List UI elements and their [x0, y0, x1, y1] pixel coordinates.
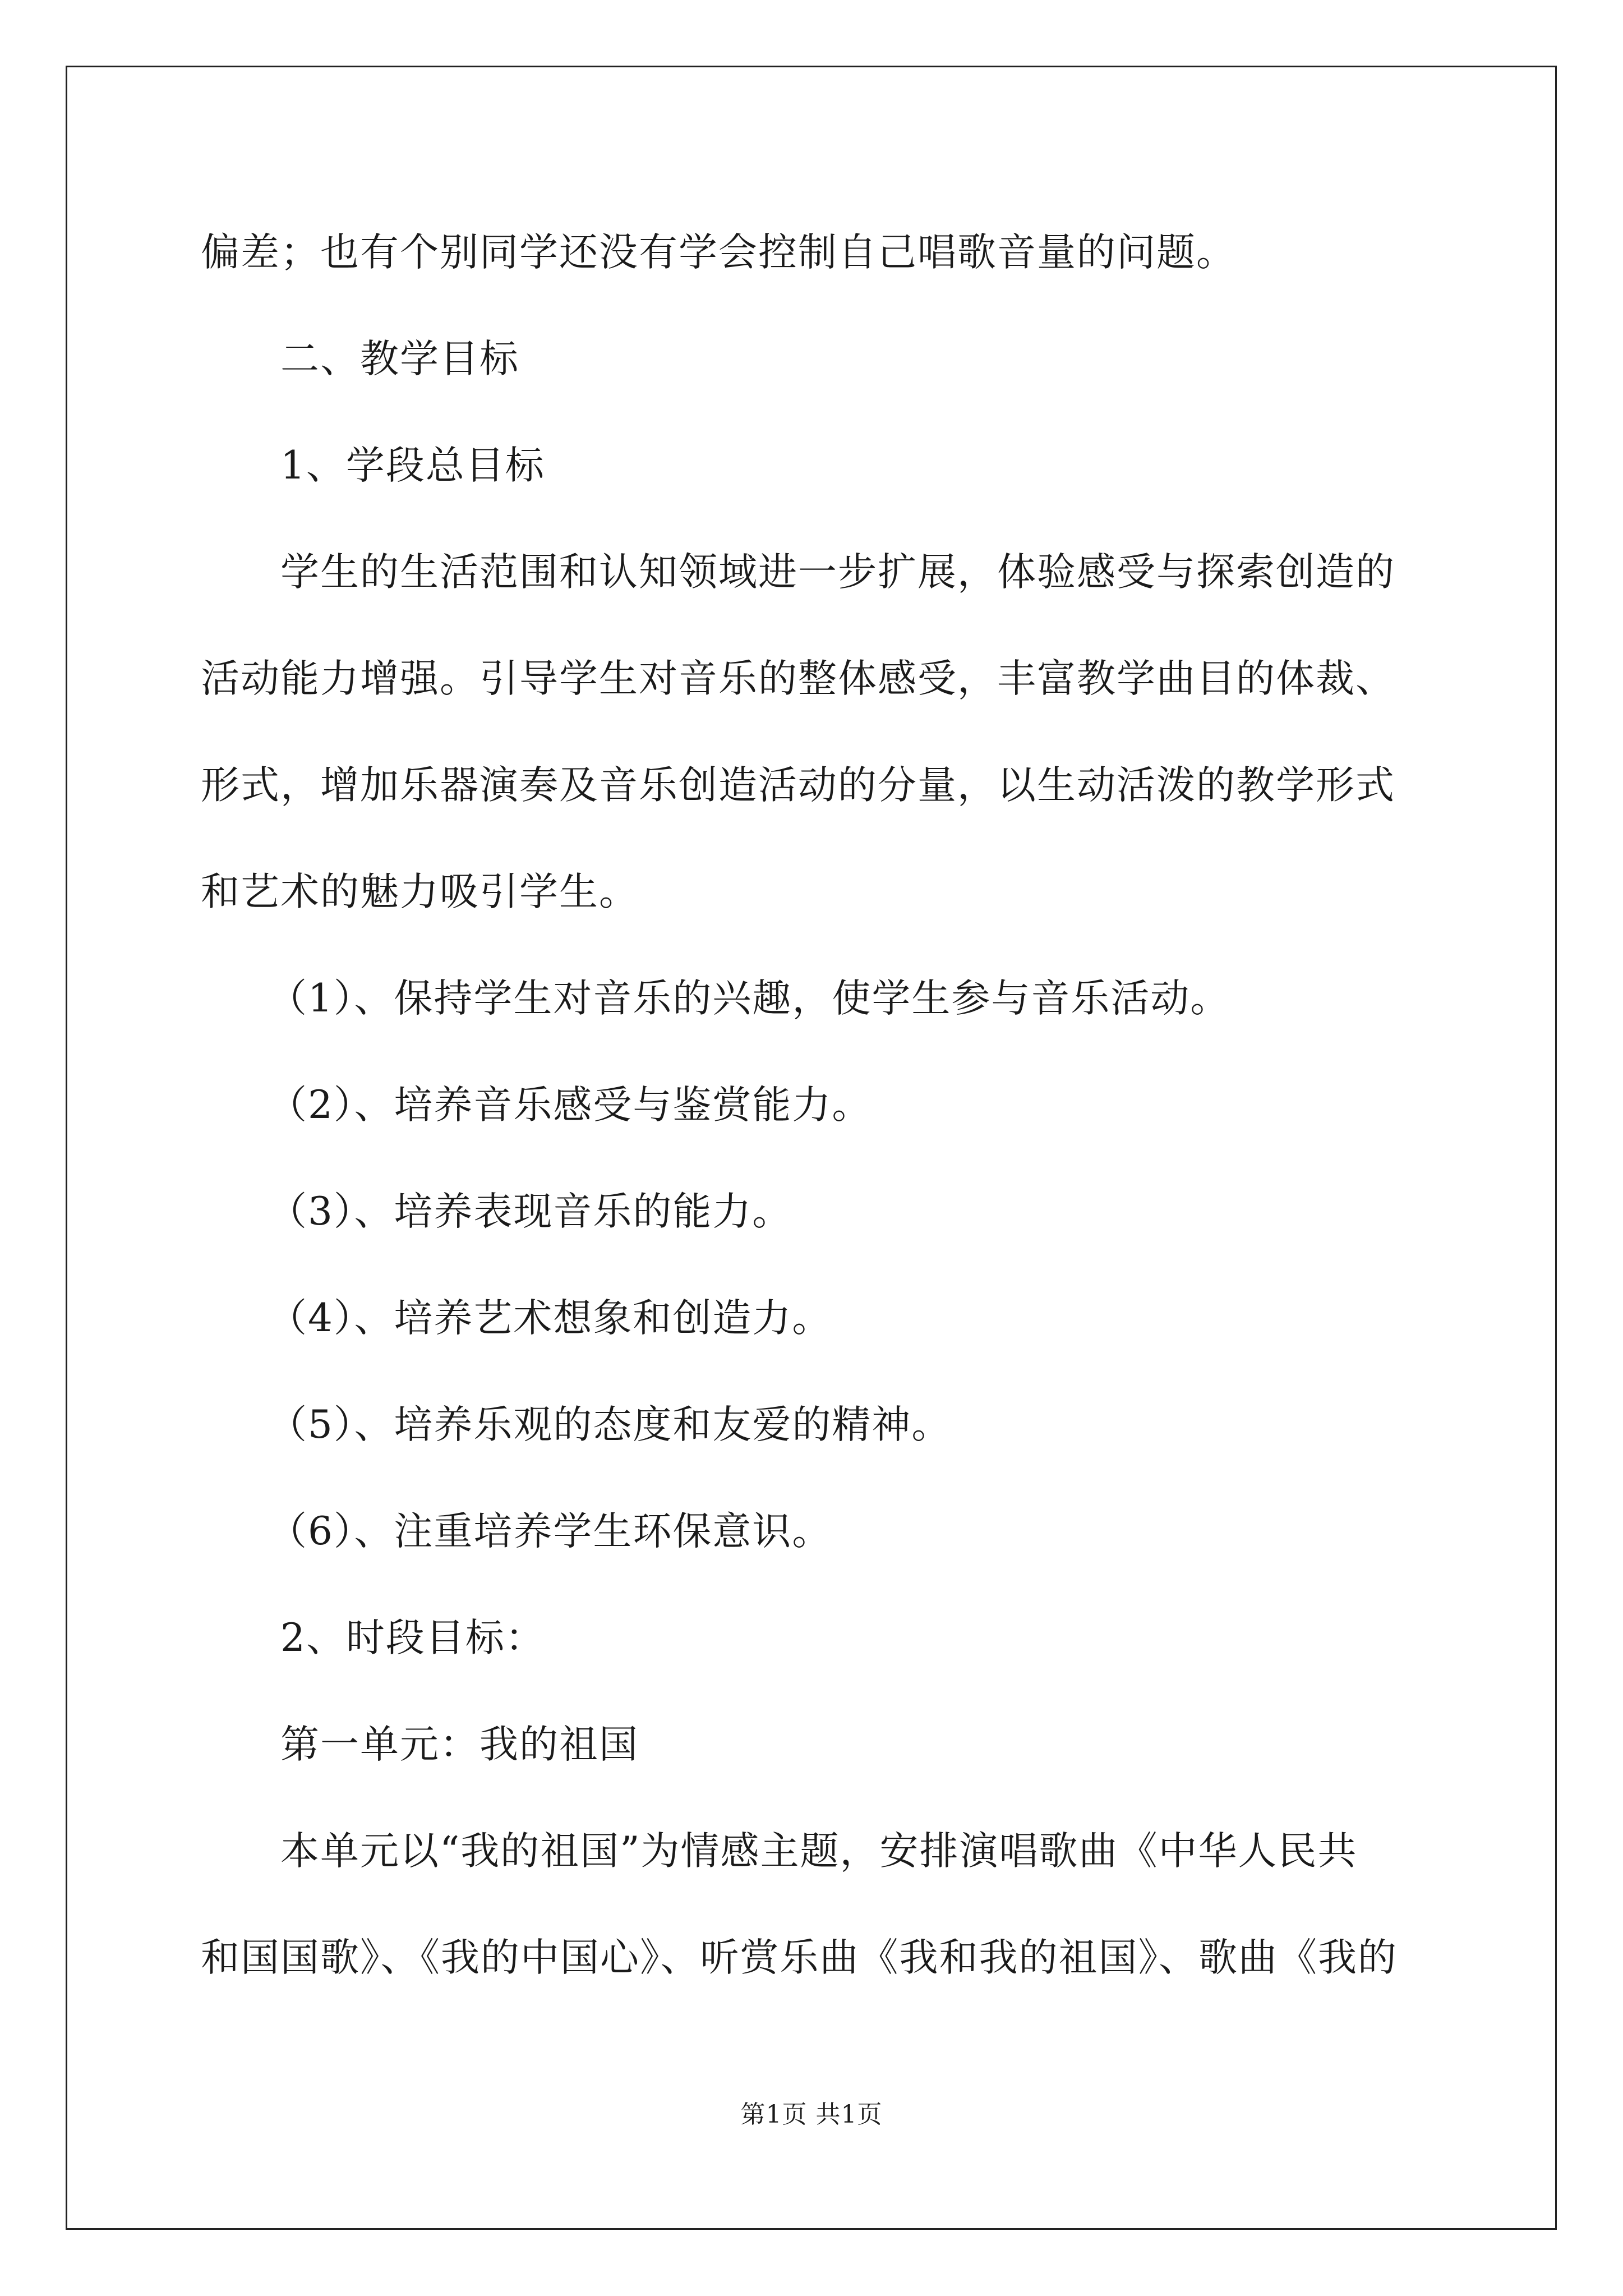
subsection-heading: 1、学段总目标	[280, 443, 545, 488]
list-item: （3）、培养表现音乐的能力。	[268, 1189, 792, 1234]
paragraph-line: 偏差；也有个别同学还没有学会控制自己唱歌音量的问题。	[201, 230, 1236, 275]
page-border	[66, 66, 1557, 2230]
list-item: （2）、培养音乐感受与鉴赏能力。	[268, 1083, 872, 1128]
section-heading: 二、教学目标	[280, 337, 519, 381]
paragraph-line: 和国国歌》、《我的中国心》、听赏乐曲《我和我的祖国》、歌曲《我的	[201, 1935, 1398, 1980]
paragraph-line: 本单元以“我的祖国”为情感主题，安排演唱歌曲《中华人民共	[280, 1829, 1358, 1874]
paragraph-line: 和艺术的魅力吸引学生。	[201, 869, 639, 914]
paragraph-line: 学生的生活范围和认知领域进一步扩展，体验感受与探索创造的	[280, 550, 1395, 595]
list-item: （5）、培养乐观的态度和友爱的精神。	[268, 1402, 952, 1447]
paragraph-line: 活动能力增强。引导学生对音乐的整体感受，丰富教学曲目的体裁、	[201, 656, 1395, 701]
list-item: （6）、注重培养学生环保意识。	[268, 1509, 832, 1554]
unit-heading: 第一单元：我的祖国	[280, 1722, 639, 1767]
page-number-footer: 第1页 共1页	[740, 2100, 883, 2129]
subsection-heading: 2、时段目标：	[280, 1616, 545, 1660]
paragraph-line: 形式，增加乐器演奏及音乐创造活动的分量，以生动活泼的教学形式	[201, 763, 1395, 808]
list-item: （1）、保持学生对音乐的兴趣，使学生参与音乐活动。	[268, 976, 1230, 1021]
list-item: （4）、培养艺术想象和创造力。	[268, 1296, 832, 1341]
